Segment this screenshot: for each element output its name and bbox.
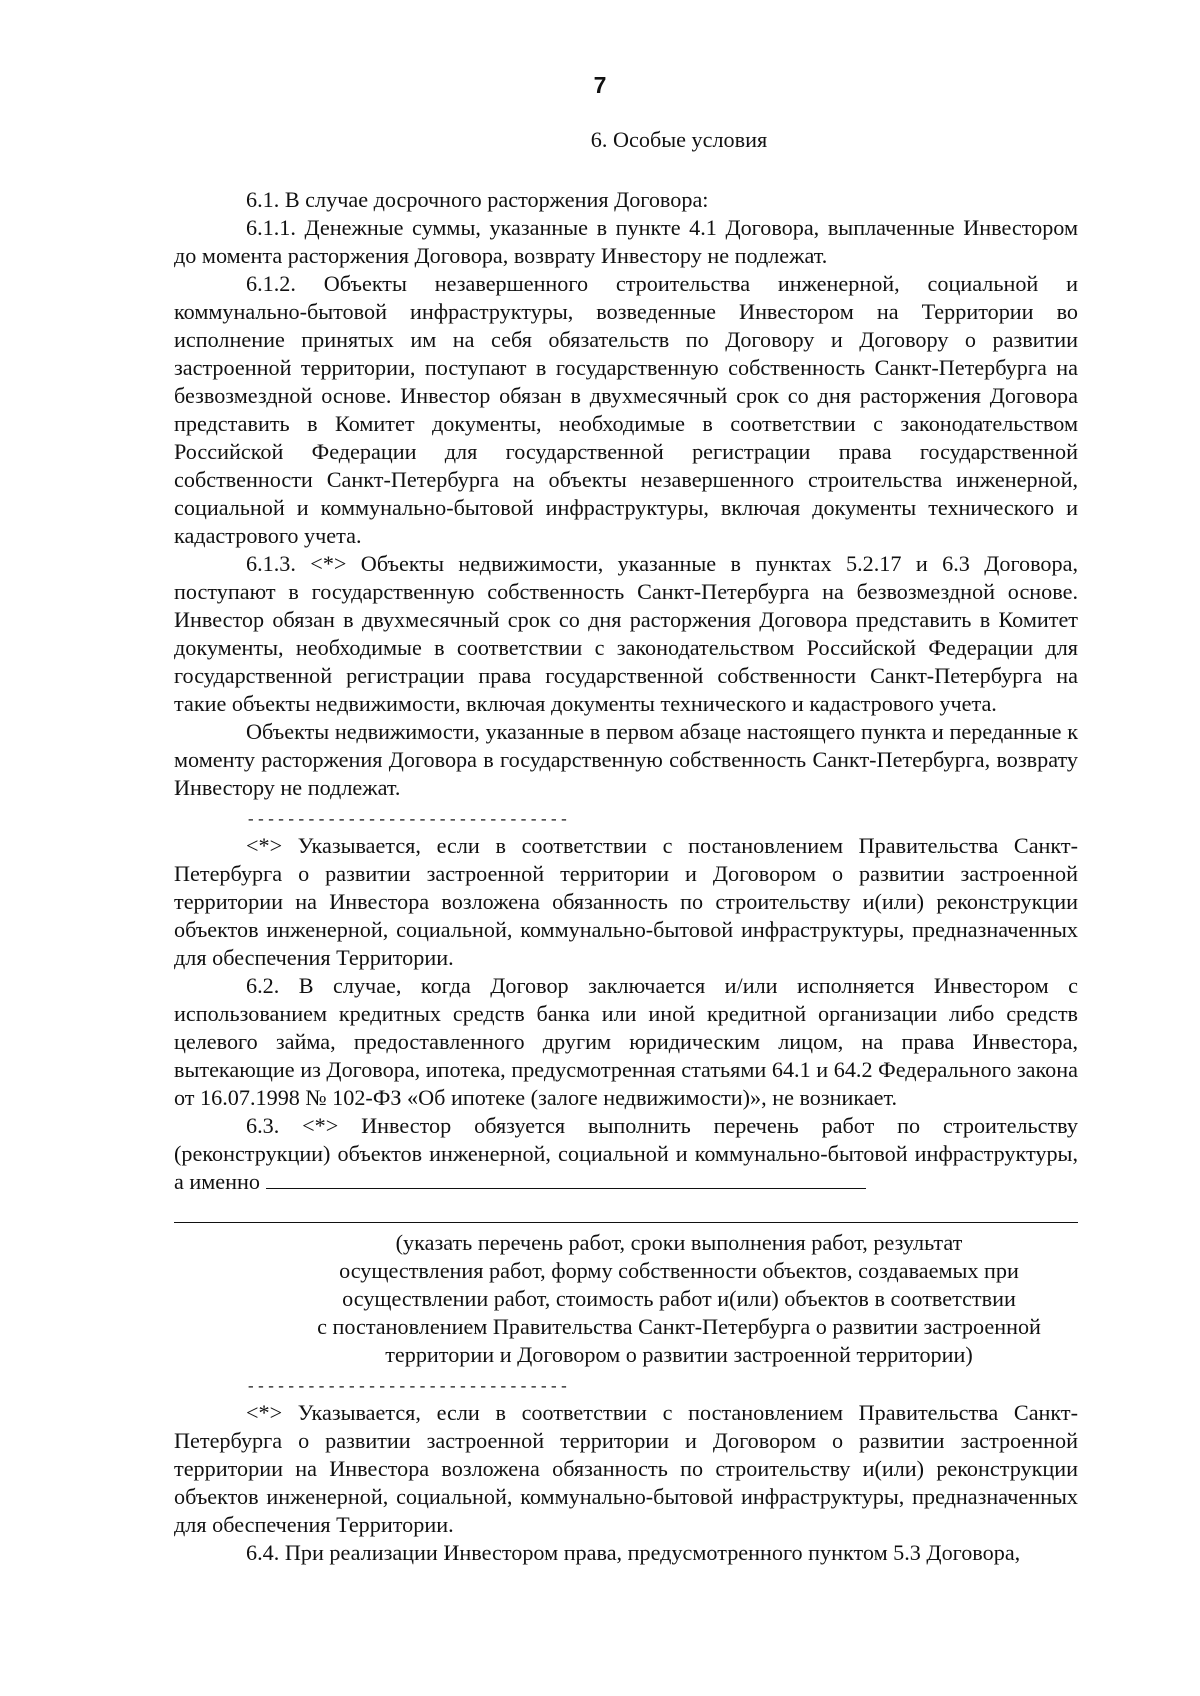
paragraph-6-2: 6.2. В случае, когда Договор заключается и/или исполняется Инвестором с использованием кредитных средств банка или иной кредитной организации либо средств целевого займа, предоставленного другим юридическим лицом, на права Инвестора, вытекающие из Договора, ипотека, предусмотренная статьями 64.1 и 64.2 Федерального закона от 16.07.1998 № 102-ФЗ «Об ипотеке (залоге недвижимости)», не возникает. — [174, 973, 1078, 1110]
paragraph-6-3 — [174, 1112, 1078, 1196]
paragraph-6-1-2: 6.1.2. Объекты незавершенного строительства инженерной, социальной и коммунально-бытовой инфраструктуры, возведенные Инвестором на Территории во исполнение принятых им на себя обязательств по Договору и Договору о развитии застроенной территории, поступают в государственную собственность Санкт-Петербурга на безвозмездной основе. Инвестор обязан в двухмесячный срок со дня расторжения Договора представить в Комитет документы, необходимые в соответствии с законодательством Российской Федерации для государственной регистрации права государственной собственности Санкт-Петербурга на объекты незавершенного строительства инженерной, социальной и коммунально-бытовой инфраструктуры, включая документы технического и кадастрового учета. — [174, 271, 1078, 548]
section-title: 6. Особые условия — [590, 127, 768, 152]
paragraph-6-1: 6.1. В случае досрочного расторжения Договора: — [246, 187, 709, 212]
footnote-1: <*> Указывается, если в соответствии с постановлением Правительства Санкт-Петербурга о развитии застроенной территории и Договором о развитии застроенной территории на Инвестора возложена обязанность по строительству и(или) реконструкции объектов инженерной, социальной, коммунально-бытовой инфраструктуры, предназначенных для обеспечения Территории. — [174, 833, 1078, 970]
paragraph-6-1-3: 6.1.3. <*> Объекты недвижимости, указанные в пунктах 5.2.17 и 6.3 Договора, поступают в государственную собственность Санкт-Петербурга на безвозмездной основе. Инвестор обязан в двухмесячный срок со дня расторжения Договора представить в Комитет документы, необходимые в соответствии с законодательством Российской Федерации для государственной регистрации права государственной собственности Санкт-Петербурга на такие объекты недвижимости, включая документы технического и кадастрового учета. — [174, 551, 1078, 716]
footnote-separator: -------------------------------- — [246, 1378, 570, 1396]
instruction-line: осуществлении работ, стоимость работ и(или) объектов в соответствии — [342, 1286, 1016, 1311]
paragraph-6-3-text: 6.3. <*> Инвестор обязуется выполнить перечень работ по строительству (реконструкции) объектов инженерной, социальной и коммунально-бытовой инфраструктуры, а именно — [174, 1113, 1078, 1194]
fill-in-full-line — [174, 1196, 1078, 1223]
document-body — [174, 126, 1078, 1567]
instruction-line: с постановлением Правительства Санкт-Петербурга о развитии застроенной — [317, 1314, 1041, 1339]
footnote-2: <*> Указывается, если в соответствии с постановлением Правительства Санкт-Петербурга о развитии застроенной территории и Договором о развитии застроенной территории на Инвестора возложена обязанность по строительству и(или) реконструкции объектов инженерной, социальной, коммунально-бытовой инфраструктуры, предназначенных для обеспечения Территории. — [174, 1400, 1078, 1537]
instruction-line: территории и Договором о развитии застроенной территории) — [385, 1342, 973, 1367]
instruction-line: (указать перечень работ, сроки выполнения работ, результат — [395, 1230, 963, 1255]
fill-in-line — [266, 1168, 866, 1189]
paragraph-6-1-3-second: Объекты недвижимости, указанные в первом абзаце настоящего пункта и переданные к моменту расторжения Договора в государственную собственность Санкт-Петербурга, возврату Инвестору не подлежат. — [174, 719, 1078, 800]
page-number: 7 — [593, 72, 607, 98]
footnote-separator: -------------------------------- — [246, 811, 570, 829]
instruction-line: осуществления работ, форму собственности объектов, создаваемых при — [339, 1258, 1019, 1283]
paragraph-6-1-1: 6.1.1. Денежные суммы, указанные в пункте 4.1 Договора, выплаченные Инвестором до момента расторжения Договора, возврату Инвестору не подлежат. — [174, 215, 1078, 268]
paragraph-6-4: 6.4. При реализации Инвестором права, предусмотренного пунктом 5.3 Договора, — [246, 1540, 1021, 1565]
fill-instruction — [174, 1229, 1078, 1369]
